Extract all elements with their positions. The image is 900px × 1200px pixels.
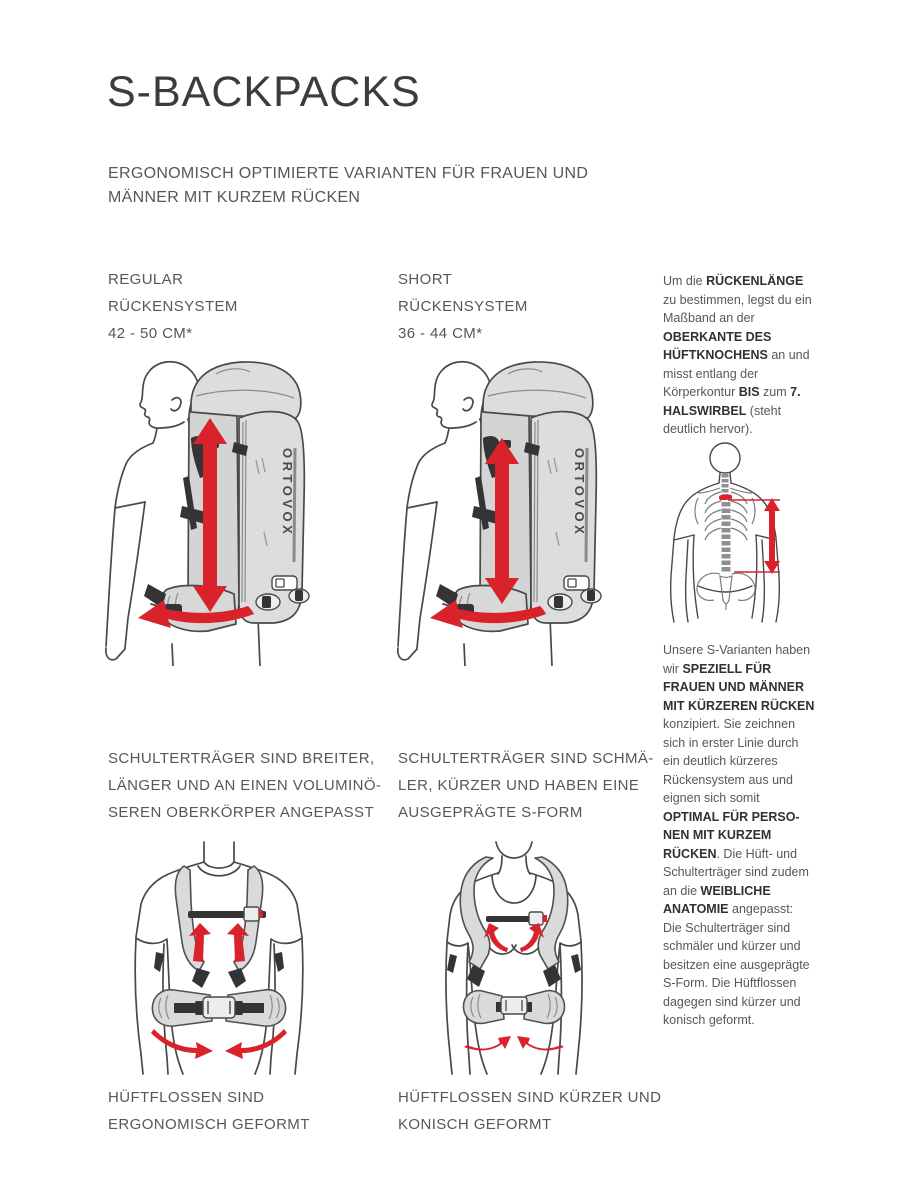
heading-line: RÜCKENSYSTEM <box>108 298 238 315</box>
caption-line: SCHULTERTRÄGER SIND SCHMÄ- <box>398 750 654 767</box>
page-subtitle <box>108 162 588 210</box>
regular-backpack-figure <box>96 356 346 666</box>
heading-line: 42 - 50 CM* <box>108 325 193 342</box>
spine-measurement-figure <box>668 436 873 636</box>
subtitle-line: MÄNNER MIT KURZEM RÜCKEN <box>108 189 361 206</box>
regular-system-heading <box>108 266 238 347</box>
hip-fins-regular-caption <box>108 1084 310 1138</box>
back-length-measure-arrow-icon <box>764 498 780 574</box>
shoulder-straps-regular-caption <box>108 745 381 826</box>
male-torso-harness-figure <box>100 840 360 1075</box>
caption-line: ERGONOMISCH GEFORMT <box>108 1116 310 1133</box>
caption-line: HÜFTFLOSSEN SIND KÜRZER UND <box>398 1089 662 1106</box>
caption-line: KONISCH GEFORMT <box>398 1116 552 1133</box>
conical-hip-fin-arrow-icon <box>517 1036 564 1050</box>
hip-fin-shape-arrow-icon <box>151 1029 213 1059</box>
caption-line: AUSGEPRÄGTE S-FORM <box>398 804 583 821</box>
heading-line: 36 - 44 CM* <box>398 325 483 342</box>
conical-hip-fin-arrow-icon <box>464 1036 511 1050</box>
short-system-heading <box>398 266 528 347</box>
hip-fins-short-caption <box>398 1084 661 1138</box>
heading-line: RÜCKENSYSTEM <box>398 298 528 315</box>
back-length-measure-note: Um die RÜCKENLÄNGE zu bestimmen, legst du ein Maßband an der OBERKANTE DES HÜFTKNOCHENS an und misst entlang der Körperkontur BIS zum 7. HALSWIRBEL (steht deutlich hervor). <box>663 274 812 436</box>
caption-line: HÜFTFLOSSEN SIND <box>108 1089 265 1106</box>
page-title: S-BACKPACKS <box>107 68 421 116</box>
s-variants-note: Unsere S-Varianten haben wir SPEZIELL FÜR FRAUEN UND MÄNNER MIT KÜRZEREN RÜCKEN konzipiert. Sie zeichnen sich in erster Linie durch ein deutlich kürzeres Rückensystem aus und eignen sich somit OPTIMAL FÜR PERSONEN MIT KURZEM RÜCKEN. Die Hüft- und Schulterträger sind zudem an die WEIBLICHE ANATOMIE angepasst: Die Schulterträger sind schmäler und kürzer und besitzen eine ausgeprägte S-Form. Die Hüftflossen dagegen sind kürzer und konisch geformt. <box>663 643 815 1027</box>
caption-line: SCHULTERTRÄGER SIND BREITER, <box>108 750 375 767</box>
hip-fin-shape-arrow-icon <box>225 1029 287 1059</box>
caption-line: SEREN OBERKÖRPER ANGEPASST <box>108 804 375 821</box>
heading-line: REGULAR <box>108 271 184 288</box>
short-backpack-figure <box>388 356 638 666</box>
shoulder-straps-short-caption <box>398 745 654 826</box>
caption-line: LÄNGER UND AN EINEN VOLUMINÖ- <box>108 777 382 794</box>
female-torso-harness-figure <box>390 840 650 1075</box>
subtitle-line: ERGONOMISCH OPTIMIERTE VARIANTEN FÜR FRAUEN UND <box>108 165 589 182</box>
caption-line: LER, KÜRZER UND HABEN EINE <box>398 777 640 794</box>
heading-line: SHORT <box>398 271 453 288</box>
